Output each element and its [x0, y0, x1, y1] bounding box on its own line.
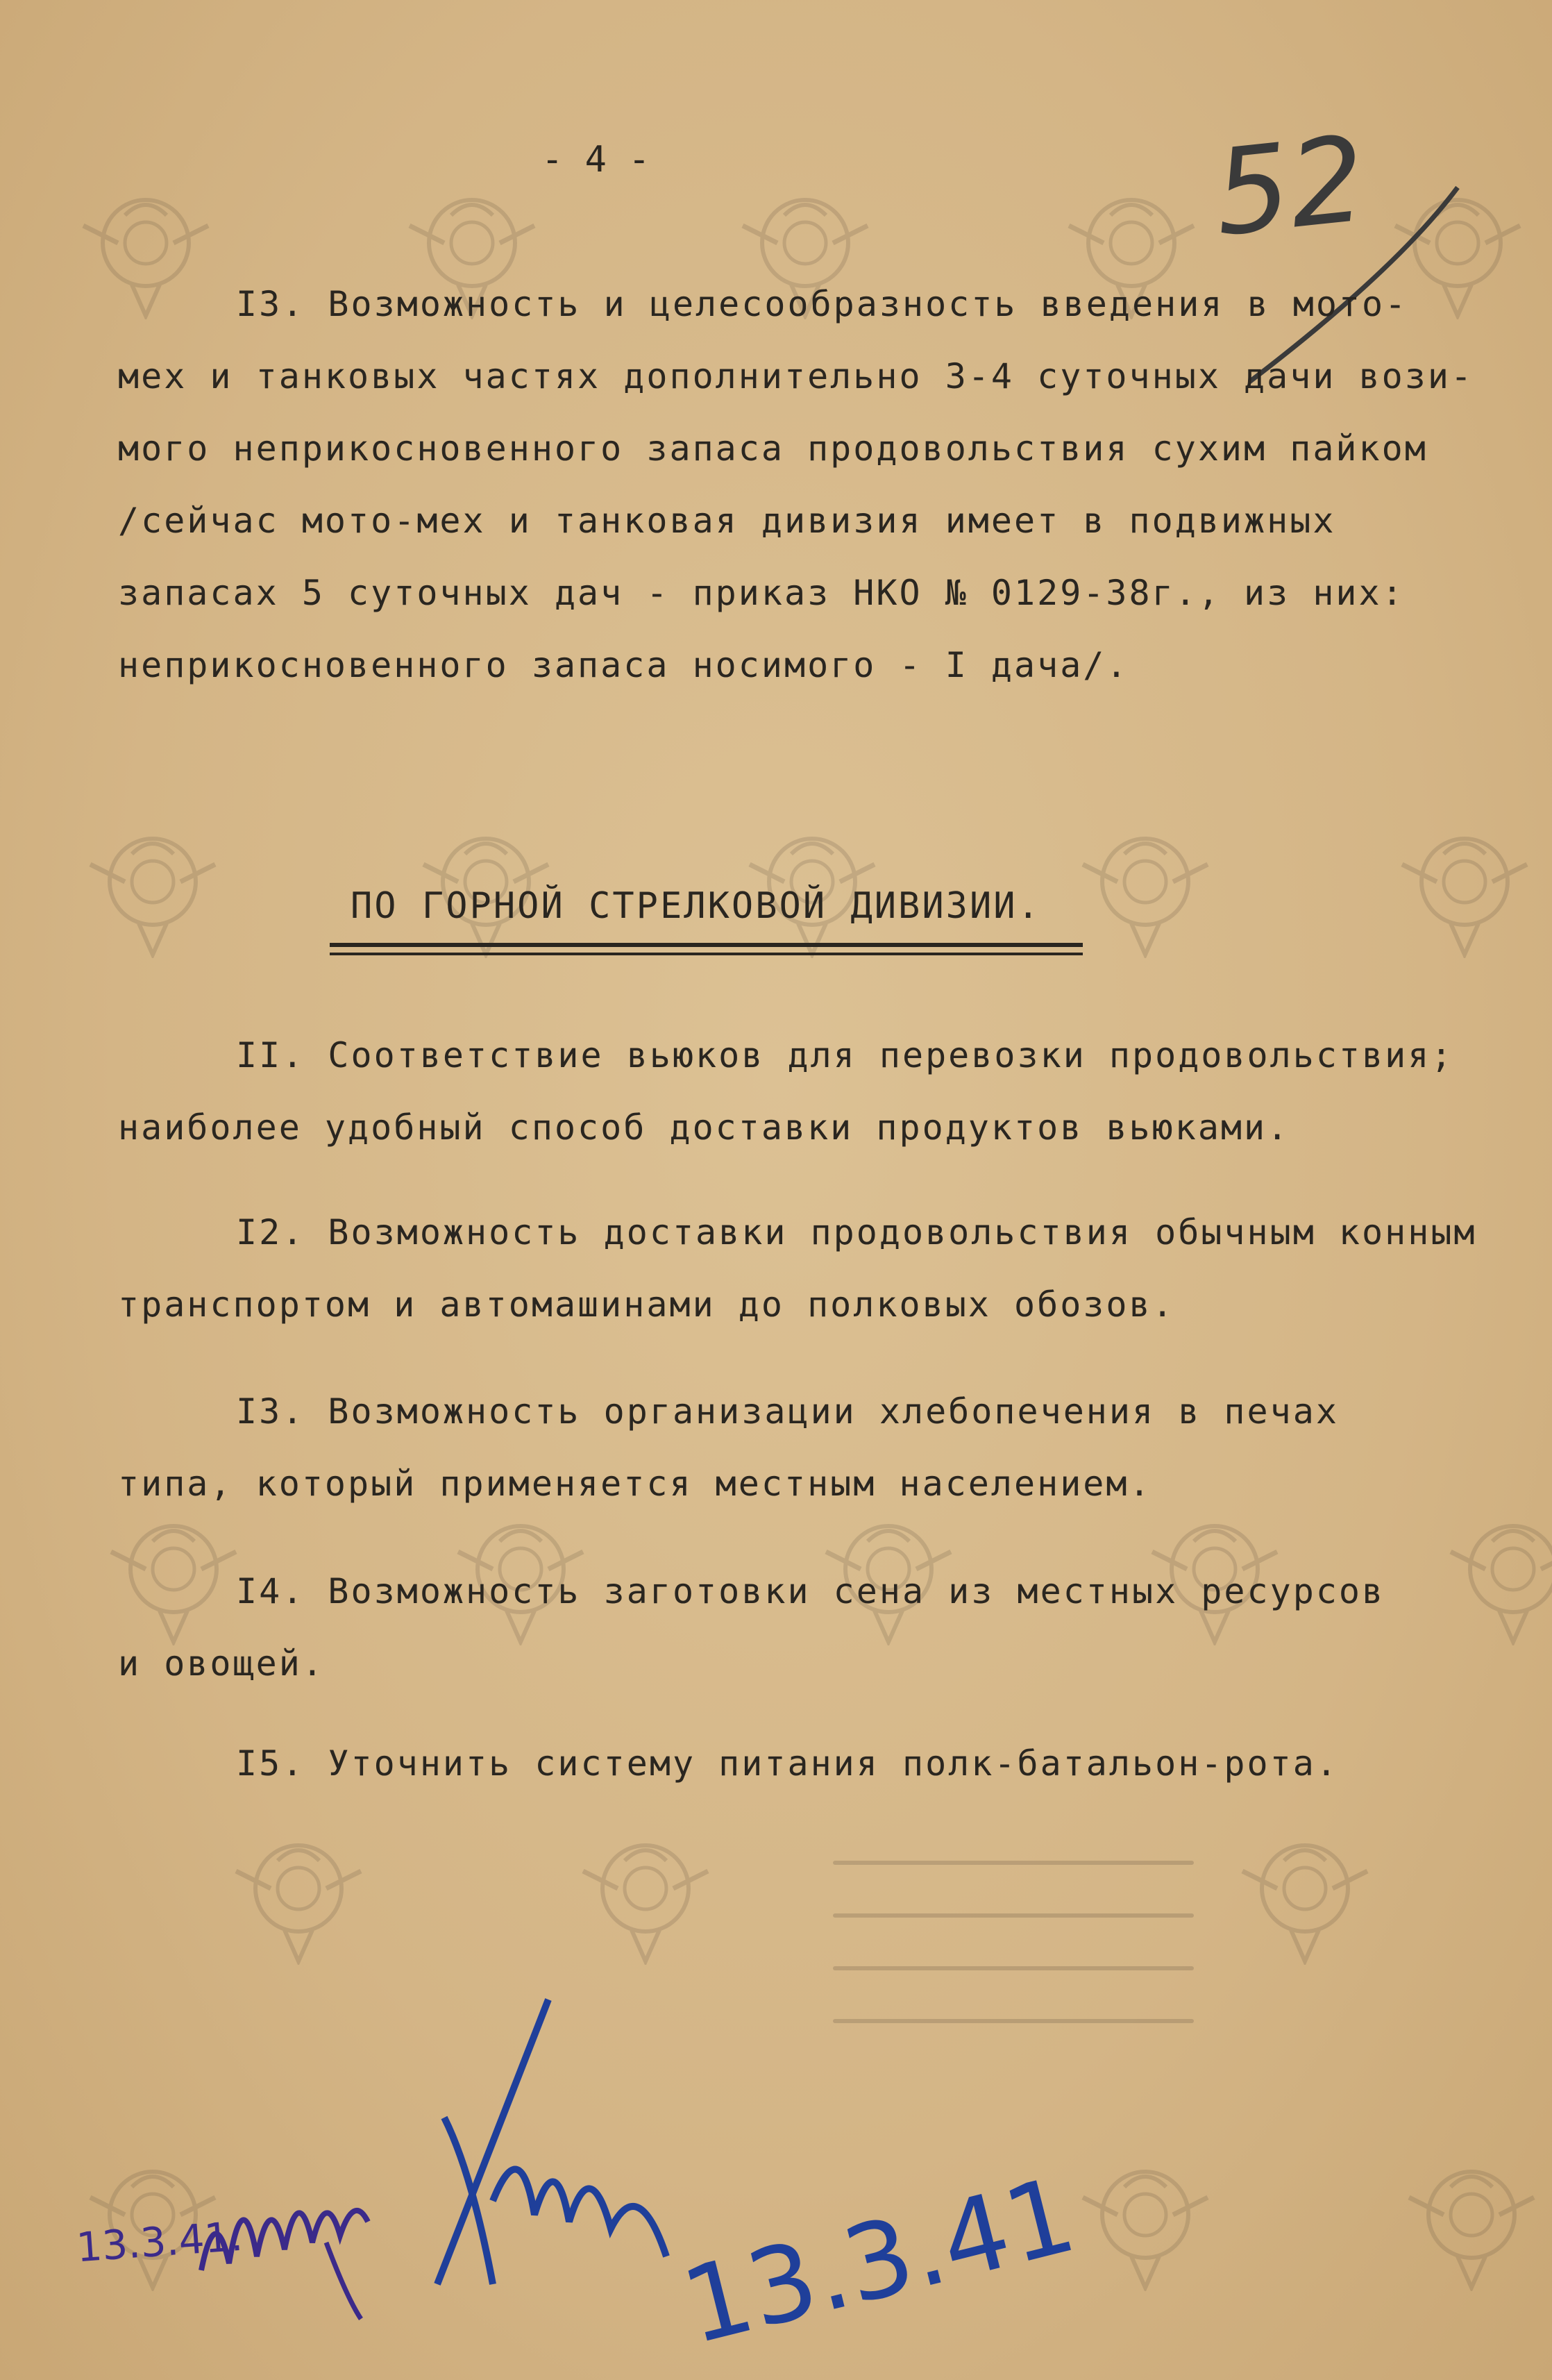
archive-folio-number: 52 — [1208, 110, 1372, 263]
page-number: - 4 - — [541, 139, 650, 181]
heading-underline — [330, 943, 1083, 947]
watermark-emblem-icon — [576, 1833, 715, 1965]
watermark-emblem-icon — [76, 187, 215, 319]
watermark-emblem-icon — [104, 1514, 243, 1645]
resolution-signature — [416, 1993, 680, 2312]
text-line: наиболее удобный способ доставки продуктов вьюками. — [118, 1107, 1290, 1148]
heading-underline — [330, 953, 1083, 955]
text-line: мого неприкосновенного запаса продовольствия сухим пайком — [118, 428, 1428, 469]
watermark-emblem-icon — [1395, 826, 1534, 958]
text-line: I4. Возможность заготовки сена из местных ресурсов — [236, 1571, 1385, 1611]
handwritten-date-left: 13.3.41. — [74, 2212, 244, 2272]
watermark-emblem-icon — [1076, 2159, 1215, 2291]
text-line: и овощей. — [118, 1643, 325, 1684]
text-line: типа, который применяется местным населением. — [118, 1464, 1152, 1504]
text-line: I3. Возможность организации хлебопечения в печах — [236, 1391, 1339, 1432]
watermark-emblem-icon — [1402, 2159, 1541, 2291]
text-line: I2. Возможность доставки продовольствия обычным конным — [236, 1212, 1477, 1252]
section-heading: ПО ГОРНОЙ СТРЕЛКОВОЙ ДИВИЗИИ. — [351, 885, 1041, 927]
watermark-emblem-icon — [1076, 826, 1215, 958]
text-line: I5. Уточнить систему питания полк-батальон-рота. — [236, 1743, 1339, 1784]
text-line: неприкосновенного запаса носимого - I дача/. — [118, 645, 1129, 685]
watermark-emblem-icon — [83, 826, 222, 958]
watermark-emblem-icon — [1444, 1514, 1552, 1645]
text-line: запасах 5 суточных дач - приказ НКО № 0129-38г., из них: — [118, 573, 1405, 613]
handwritten-date-right: 13.3.41 — [671, 2154, 1087, 2368]
text-line: транспортом и автомашинами до полковых обозов. — [118, 1284, 1175, 1325]
text-line: /сейчас мото-мех и танковая дивизия имеет в подвижных — [118, 501, 1336, 541]
text-line: II. Соответствие вьюков для перевозки продовольствия; — [236, 1035, 1454, 1075]
watermark-emblem-icon — [1235, 1833, 1374, 1965]
faded-stamp — [833, 1861, 1194, 2090]
text-line: I3. Возможность и целесообразность введения в мото- — [236, 284, 1408, 324]
signature-scribble — [187, 2138, 389, 2326]
text-line: мех и танковых частях дополнительно 3-4 суточных дачи вози- — [118, 356, 1474, 396]
watermark-emblem-icon — [229, 1833, 368, 1965]
